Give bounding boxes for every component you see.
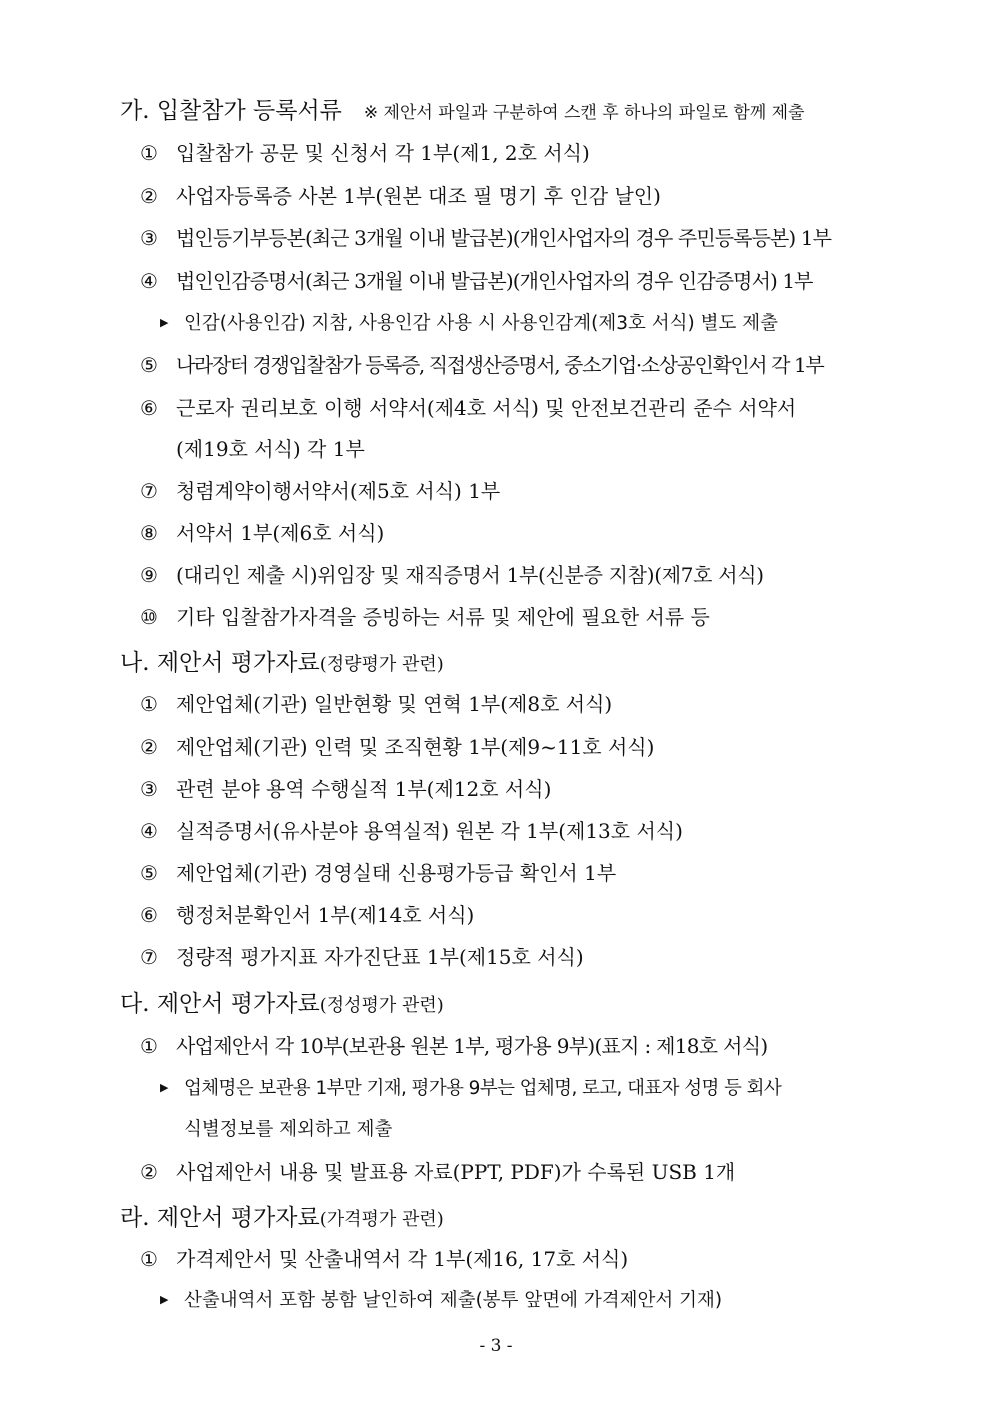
item-number: ⑥ bbox=[140, 903, 158, 927]
item-text: 법인등기부등본(최근 3개월 이내 발급본)(개인사업자의 경우 주민등록등본) 1부 bbox=[176, 226, 832, 250]
list-item bbox=[140, 941, 992, 981]
item-number: ① bbox=[140, 1247, 158, 1271]
item-number: ② bbox=[140, 184, 158, 208]
section-subtitle: (정량평가 관련) bbox=[319, 654, 444, 675]
item-number: ④ bbox=[140, 269, 158, 293]
item-text: 나라장터 경쟁입찰참가 등록증, 직접생산증명서, 중소기업·소상공인확인서 각 1부 bbox=[176, 353, 824, 377]
item-text: 사업제안서 각 10부(보관용 원본 1부, 평가용 9부)(표지 : 제18호 서식) bbox=[176, 1034, 768, 1058]
item-text: 관련 분야 용역 수행실적 1부(제12호 서식) bbox=[176, 777, 552, 801]
sub-note bbox=[160, 309, 992, 349]
list-item bbox=[140, 222, 992, 262]
item-text: 정량적 평가지표 자가진단표 1부(제15호 서식) bbox=[176, 945, 584, 969]
item-number: ③ bbox=[140, 777, 158, 801]
list-item bbox=[140, 475, 992, 515]
item-number: ① bbox=[140, 141, 158, 165]
list-item bbox=[140, 180, 992, 220]
item-text: 제안업체(기관) 일반현황 및 연혁 1부(제8호 서식) bbox=[176, 692, 613, 716]
sub-note bbox=[160, 1074, 992, 1114]
item-number: ⑥ bbox=[140, 396, 158, 420]
item-text: 법인인감증명서(최근 3개월 이내 발급본)(개인사업자의 경우 인감증명서) 1부 bbox=[176, 269, 813, 293]
item-text: 기타 입찰참가자격을 증빙하는 서류 및 제안에 필요한 서류 등 bbox=[176, 605, 710, 629]
sub-note bbox=[160, 1286, 992, 1326]
sub-note-text: 인감(사용인감) 지참, 사용인감 사용 시 사용인감계(제3호 서식) 별도 제출 bbox=[184, 313, 778, 334]
item-text: 사업제안서 내용 및 발표용 자료(PPT, PDF)가 수록된 USB 1개 bbox=[176, 1160, 736, 1184]
list-item bbox=[140, 601, 992, 641]
item-number: ① bbox=[140, 692, 158, 716]
list-item bbox=[140, 137, 992, 177]
list-item bbox=[140, 815, 992, 855]
section-title: 다. 제안서 평가자료 bbox=[120, 991, 320, 1017]
item-number: ⑩ bbox=[140, 605, 158, 629]
item-number: ② bbox=[140, 1160, 158, 1184]
section-subtitle: (가격평가 관련) bbox=[319, 1209, 444, 1230]
sub-note-text: 업체명은 보관용 1부만 기재, 평가용 9부는 업체명, 로고, 대표자 성명 등 회사 bbox=[184, 1078, 782, 1099]
item-text: 입찰참가 공문 및 신청서 각 1부(제1, 2호 서식) bbox=[176, 141, 590, 165]
item-text: 사업자등록증 사본 1부(원본 대조 필 명기 후 인감 날인) bbox=[176, 184, 661, 208]
item-number: ④ bbox=[140, 819, 158, 843]
section-heading-ra bbox=[120, 1199, 992, 1239]
list-item bbox=[140, 899, 992, 939]
item-number: ① bbox=[140, 1034, 158, 1058]
item-continuation: (제19호 서식) 각 1부 bbox=[176, 437, 365, 461]
list-item bbox=[140, 392, 992, 432]
list-item bbox=[140, 1243, 992, 1283]
item-text: 제안업체(기관) 인력 및 조직현황 1부(제9~11호 서식) bbox=[176, 735, 655, 759]
item-number: ⑤ bbox=[140, 861, 158, 885]
item-number: ⑨ bbox=[140, 563, 158, 587]
item-text: 근로자 권리보호 이행 서약서(제4호 서식) 및 안전보건관리 준수 서약서 bbox=[176, 396, 797, 420]
list-item bbox=[140, 1030, 992, 1070]
item-number: ③ bbox=[140, 226, 158, 250]
section-heading-ga bbox=[120, 92, 992, 132]
section-title: 가. 입찰참가 등록서류 bbox=[120, 98, 342, 124]
triangle-bullet-icon: ▶ bbox=[160, 1293, 169, 1306]
list-item bbox=[140, 731, 992, 771]
item-number: ⑤ bbox=[140, 353, 157, 377]
item-number: ⑦ bbox=[140, 945, 158, 969]
triangle-bullet-icon: ▶ bbox=[160, 1081, 168, 1094]
item-number: ⑦ bbox=[140, 479, 158, 503]
section-heading-na bbox=[120, 644, 992, 684]
list-item bbox=[140, 517, 992, 557]
section-title: 라. 제안서 평가자료 bbox=[120, 1205, 320, 1231]
item-text: 행정처분확인서 1부(제14호 서식) bbox=[176, 903, 475, 927]
list-item bbox=[140, 773, 992, 813]
item-text: 제안업체(기관) 경영실태 신용평가등급 확인서 1부 bbox=[176, 861, 617, 885]
item-number: ② bbox=[140, 735, 158, 759]
list-item bbox=[140, 857, 992, 897]
list-item bbox=[140, 559, 992, 599]
section-subtitle: (정성평가 관련) bbox=[319, 995, 444, 1016]
item-number: ⑧ bbox=[140, 521, 158, 545]
section-note: ※ 제안서 파일과 구분하여 스캔 후 하나의 파일로 함께 제출 bbox=[363, 103, 805, 123]
item-text: 청렴계약이행서약서(제5호 서식) 1부 bbox=[176, 479, 501, 503]
section-title: 나. 제안서 평가자료 bbox=[120, 650, 320, 676]
list-item bbox=[140, 349, 992, 389]
section-heading-da bbox=[120, 985, 992, 1025]
list-item bbox=[140, 265, 992, 305]
page-number: - 3 - bbox=[479, 1336, 513, 1356]
item-text: (대리인 제출 시)위임장 및 재직증명서 1부(신분증 지참)(제7호 서식) bbox=[176, 563, 764, 587]
sub-note-continuation: 식별정보를 제외하고 제출 bbox=[184, 1119, 393, 1140]
sub-note-text: 산출내역서 포함 봉함 날인하여 제출(봉투 앞면에 가격제안서 기재) bbox=[184, 1290, 723, 1311]
triangle-bullet-icon: ▶ bbox=[160, 316, 169, 329]
list-item bbox=[140, 1156, 992, 1196]
list-item bbox=[140, 688, 992, 728]
item-text: 가격제안서 및 산출내역서 각 1부(제16, 17호 서식) bbox=[176, 1247, 629, 1271]
item-text: 실적증명서(유사분야 용역실적) 원본 각 1부(제13호 서식) bbox=[176, 819, 683, 843]
item-text: 서약서 1부(제6호 서식) bbox=[176, 521, 385, 545]
